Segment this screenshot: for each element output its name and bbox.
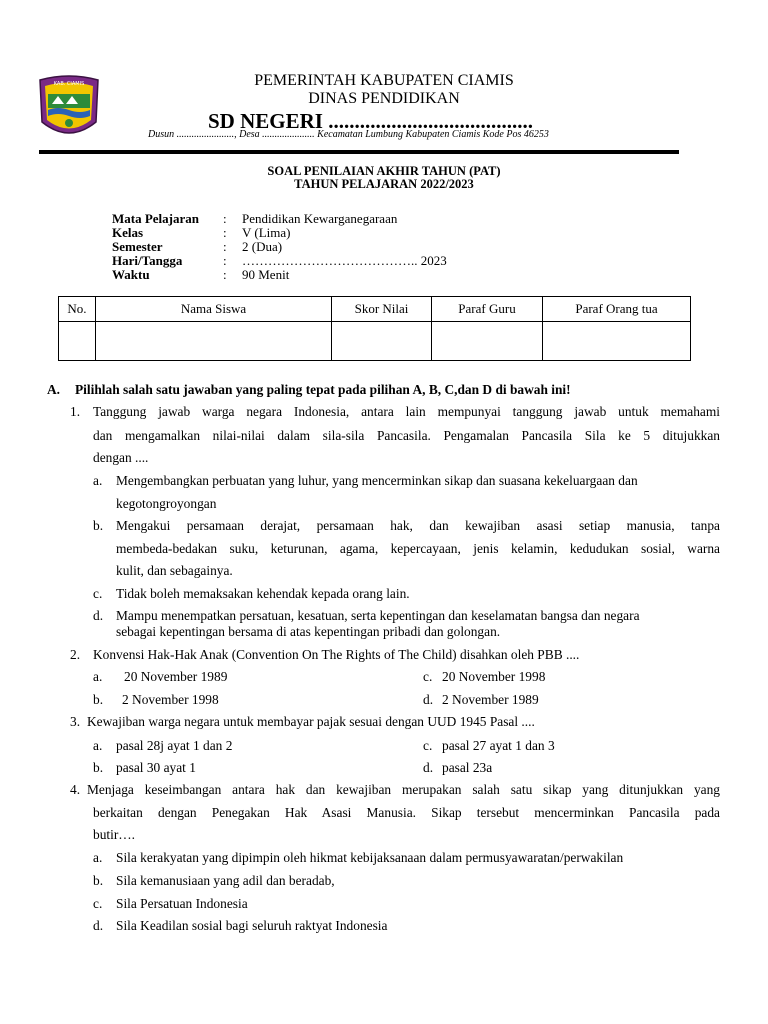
cell-parent-signature[interactable] bbox=[543, 322, 691, 361]
question-text: butir…. bbox=[93, 827, 136, 842]
department-name: DINAS PENDIDIKAN bbox=[308, 90, 460, 107]
option-letter: d. bbox=[93, 918, 104, 933]
header-divider bbox=[39, 150, 679, 154]
option-text: membeda-bedakan suku, keturunan, agama, kepercayaan, jenis kelamin, kedudukan sosial, warna bbox=[116, 541, 720, 556]
option-text: 2 November 1989 bbox=[442, 692, 539, 707]
question-number: 1. bbox=[70, 404, 81, 419]
cell-no[interactable] bbox=[59, 322, 96, 361]
cell-score[interactable] bbox=[332, 322, 432, 361]
info-label: Semester bbox=[112, 239, 163, 254]
option-letter: b. bbox=[93, 692, 104, 707]
header-teacher-signature: Paraf Guru bbox=[432, 297, 543, 322]
option-letter: b. bbox=[93, 760, 104, 775]
table-row bbox=[59, 322, 691, 361]
option-text: Mampu menempatkan persatuan, kesatuan, serta kepentingan dan keselamatan bangsa dan negara bbox=[116, 608, 640, 623]
header-student-name: Nama Siswa bbox=[96, 297, 332, 322]
option-letter: d. bbox=[423, 760, 434, 775]
academic-year: TAHUN PELAJARAN 2022/2023 bbox=[294, 177, 474, 191]
option-text: Sila Keadilan sosial bagi seluruh raktyat Indonesia bbox=[116, 918, 388, 933]
info-label: Hari/Tangga bbox=[112, 253, 183, 268]
info-value: V (Lima) bbox=[242, 225, 291, 240]
option-text: 20 November 1998 bbox=[442, 669, 546, 684]
option-letter: a. bbox=[93, 850, 103, 865]
cell-teacher-signature[interactable] bbox=[432, 322, 543, 361]
exam-title: SOAL PENILAIAN AKHIR TAHUN (PAT) bbox=[267, 164, 501, 178]
question-text: dan mengamalkan nilai-nilai dalam sila-sila Pancasila. Pengamalan Pancasila Sila ke 5 ditujukkan bbox=[93, 428, 720, 443]
score-table bbox=[58, 296, 691, 361]
info-value: 2 (Dua) bbox=[242, 239, 283, 254]
option-text: pasal 28j ayat 1 dan 2 bbox=[116, 738, 233, 753]
option-letter: a. bbox=[93, 669, 103, 684]
option-letter: d. bbox=[93, 608, 104, 623]
option-letter: a. bbox=[93, 738, 103, 753]
option-text: kulit, dan sebagainya. bbox=[116, 563, 233, 578]
cell-student-name[interactable] bbox=[96, 322, 332, 361]
question-number: 3. bbox=[70, 714, 81, 729]
info-label: Waktu bbox=[112, 267, 150, 282]
option-letter: b. bbox=[93, 518, 104, 533]
info-value: ………………………………….. 2023 bbox=[242, 253, 447, 268]
svg-text:KAB. CIAMIS: KAB. CIAMIS bbox=[53, 81, 85, 87]
school-address: Dusun ......................., Desa ..................... Kecamatan Lumbung Kabupaten Ciamis Kode Pos 46253 bbox=[148, 129, 549, 140]
option-text: pasal 23a bbox=[442, 760, 493, 775]
info-colon: : bbox=[223, 267, 227, 282]
option-text: Sila kemanusiaan yang adil dan beradab, bbox=[116, 873, 335, 888]
info-colon: : bbox=[223, 239, 227, 254]
info-label: Kelas bbox=[112, 225, 144, 240]
section-instruction: Pilihlah salah satu jawaban yang paling tepat pada pilihan A, B, C,dan D di bawah ini! bbox=[75, 382, 571, 397]
option-letter: b. bbox=[93, 873, 104, 888]
option-text: kegotongroyongan bbox=[116, 496, 217, 511]
option-text: 2 November 1998 bbox=[122, 692, 219, 707]
option-text: sebagai kepentingan bersama di atas kepentingan pribadi dan golongan. bbox=[116, 624, 501, 639]
question-number: 4. bbox=[70, 782, 81, 797]
option-letter: c. bbox=[423, 738, 433, 753]
question-text: Tanggung jawab warga negara Indonesia, antara lain mempunyai tanggung jawab untuk memahami bbox=[93, 404, 720, 419]
option-letter: c. bbox=[423, 669, 433, 684]
info-colon: : bbox=[223, 211, 227, 226]
question-text: Menjaga keseimbangan antara hak dan kewajiban merupakan salah satu sikap yang ditunjukkan yang bbox=[87, 782, 720, 797]
header-no: No. bbox=[59, 297, 96, 322]
table-header-row bbox=[59, 297, 691, 322]
question-text: Konvensi Hak-Hak Anak (Convention On The Rights of The Child) disahkan oleh PBB .... bbox=[93, 647, 580, 662]
question-text: Kewajiban warga negara untuk membayar pajak sesuai dengan UUD 1945 Pasal .... bbox=[87, 714, 535, 729]
option-letter: d. bbox=[423, 692, 434, 707]
option-text: Sila kerakyatan yang dipimpin oleh hikmat kebijaksanaan dalam permusyawaratan/perwakilan bbox=[116, 850, 624, 865]
option-text: pasal 30 ayat 1 bbox=[116, 760, 196, 775]
info-label: Mata Pelajaran bbox=[112, 211, 200, 226]
info-colon: : bbox=[223, 225, 227, 240]
question-text: berkaitan dengan Penegakan Hak Asasi Manusia. Sikap tersebut mencerminkan Pancasila pada bbox=[93, 805, 720, 820]
option-text: Sila Persatuan Indonesia bbox=[116, 896, 248, 911]
info-colon: : bbox=[223, 253, 227, 268]
option-text: Mengakui persamaan derajat, persamaan hak, dan kewajiban asasi setiap manusia, tanpa bbox=[116, 518, 720, 533]
question-text: dengan .... bbox=[93, 450, 149, 465]
government-name: PEMERINTAH KABUPATEN CIAMIS bbox=[254, 72, 514, 89]
school-name: SD NEGERI ....................................... bbox=[208, 109, 533, 133]
section-marker: A. bbox=[47, 382, 61, 397]
question-number: 2. bbox=[70, 647, 81, 662]
header-score: Skor Nilai bbox=[332, 297, 432, 322]
header-parent-signature: Paraf Orang tua bbox=[543, 297, 691, 322]
option-letter: c. bbox=[93, 586, 103, 601]
option-text: 20 November 1989 bbox=[124, 669, 228, 684]
info-value: 90 Menit bbox=[242, 267, 290, 282]
option-text: pasal 27 ayat 1 dan 3 bbox=[442, 738, 555, 753]
option-text: Mengembangkan perbuatan yang luhur, yang mencerminkan sikap dan suasana kekeluargaan dan bbox=[116, 473, 638, 488]
option-letter: a. bbox=[93, 473, 103, 488]
option-letter: c. bbox=[93, 896, 103, 911]
info-value: Pendidikan Kewarganegaraan bbox=[242, 211, 398, 226]
option-text: Tidak boleh memaksakan kehendak kepada orang lain. bbox=[116, 586, 410, 601]
